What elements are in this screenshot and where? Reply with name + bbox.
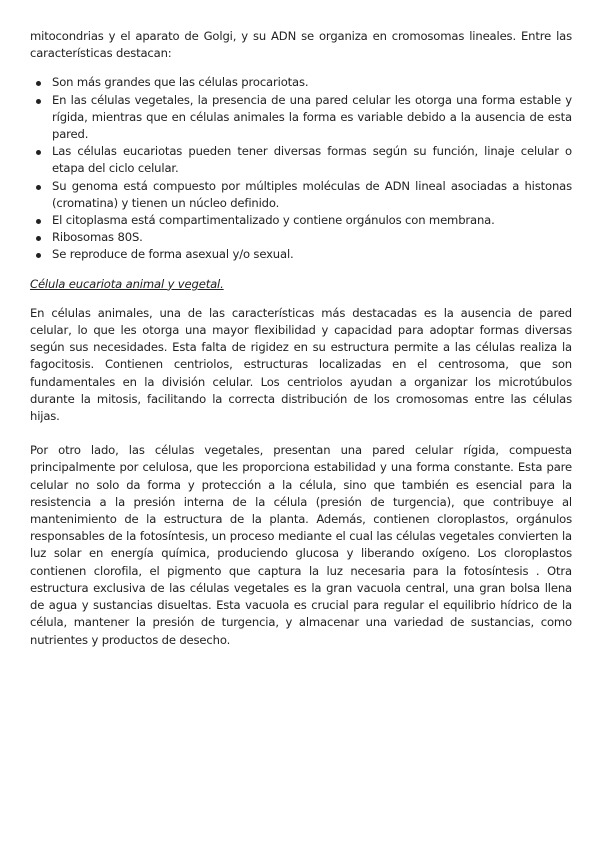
list-item: Las células eucariotas pueden tener diversas formas según su función, linaje celular o etapa del ciclo celular. — [52, 143, 572, 177]
list-item: En las células vegetales, la presencia de una pared celular les otorga una forma estable y rígida, mientras que en células animales la forma es variable debido a la ausencia de esta pared. — [52, 92, 572, 144]
intro-paragraph: mitocondrias y el aparato de Golgi, y su ADN se organiza en cromosomas lineales. Entre las características destacan: — [30, 29, 572, 61]
list-item: El citoplasma está compartimentalizado y contiene orgánulos con membrana. — [52, 212, 572, 229]
document-page — [30, 28, 572, 649]
list-item: Su genoma está compuesto por múltiples moléculas de ADN lineal asociadas a histonas (cromatina) y tienen un núcleo definido. — [52, 178, 572, 212]
section-heading: Célula eucariota animal y vegetal. — [30, 276, 224, 291]
characteristics-list — [30, 74, 572, 263]
list-item: Se reproduce de forma asexual y/o sexual. — [52, 246, 572, 263]
plant-cell-paragraph: Por otro lado, las células vegetales, presentan una pared celular rígida, compuesta principalmente por celulosa, que les proporciona estabilidad y una forma constante. Esta pare celular no solo da forma y protección a la célula, sino que también es esencial para la resistencia a la presión interna de la célula (presión de turgencia), que contribuye al mantenimiento de la estructura de la planta. Además, contienen cloroplastos, orgánulos responsables de la fotosíntesis, un proceso mediante el cual las células vegetales convierten la luz solar en energía química, produciendo glucosa y liberando oxígeno. Los cloroplastos contienen clorofila, el pigmento que captura la luz necesaria para la fotosíntesis . Otra estructura exclusiva de las células vegetales es la gran vacuola central, una gran bolsa llena de agua y sustancias disueltas. Esta vacuola es crucial para regular el equilibrio hídrico de la célula, mantener la presión de turgencia, y almacenar una variedad de sustancias, como nutrientes y productos de desecho. — [30, 443, 572, 647]
list-item: Ribosomas 80S. — [52, 229, 572, 246]
animal-cell-paragraph: En células animales, una de las características más destacadas es la ausencia de pared celular, lo que les otorga una mayor flexibilidad y capacidad para adoptar formas diversas según sus necesidades. Esta falta de rigidez en su estructura permite a las células realiza la fagocitosis. Contienen centriolos, estructuras localizadas en el centrosoma, que son fundamentales en la división celular. Los centriolos ayudan a organizar los microtúbulos durante la mitosis, facilitando la correcta distribución de los cromosomas entre las células hijas. — [30, 305, 572, 424]
list-item: Son más grandes que las células procariotas. — [52, 74, 572, 91]
